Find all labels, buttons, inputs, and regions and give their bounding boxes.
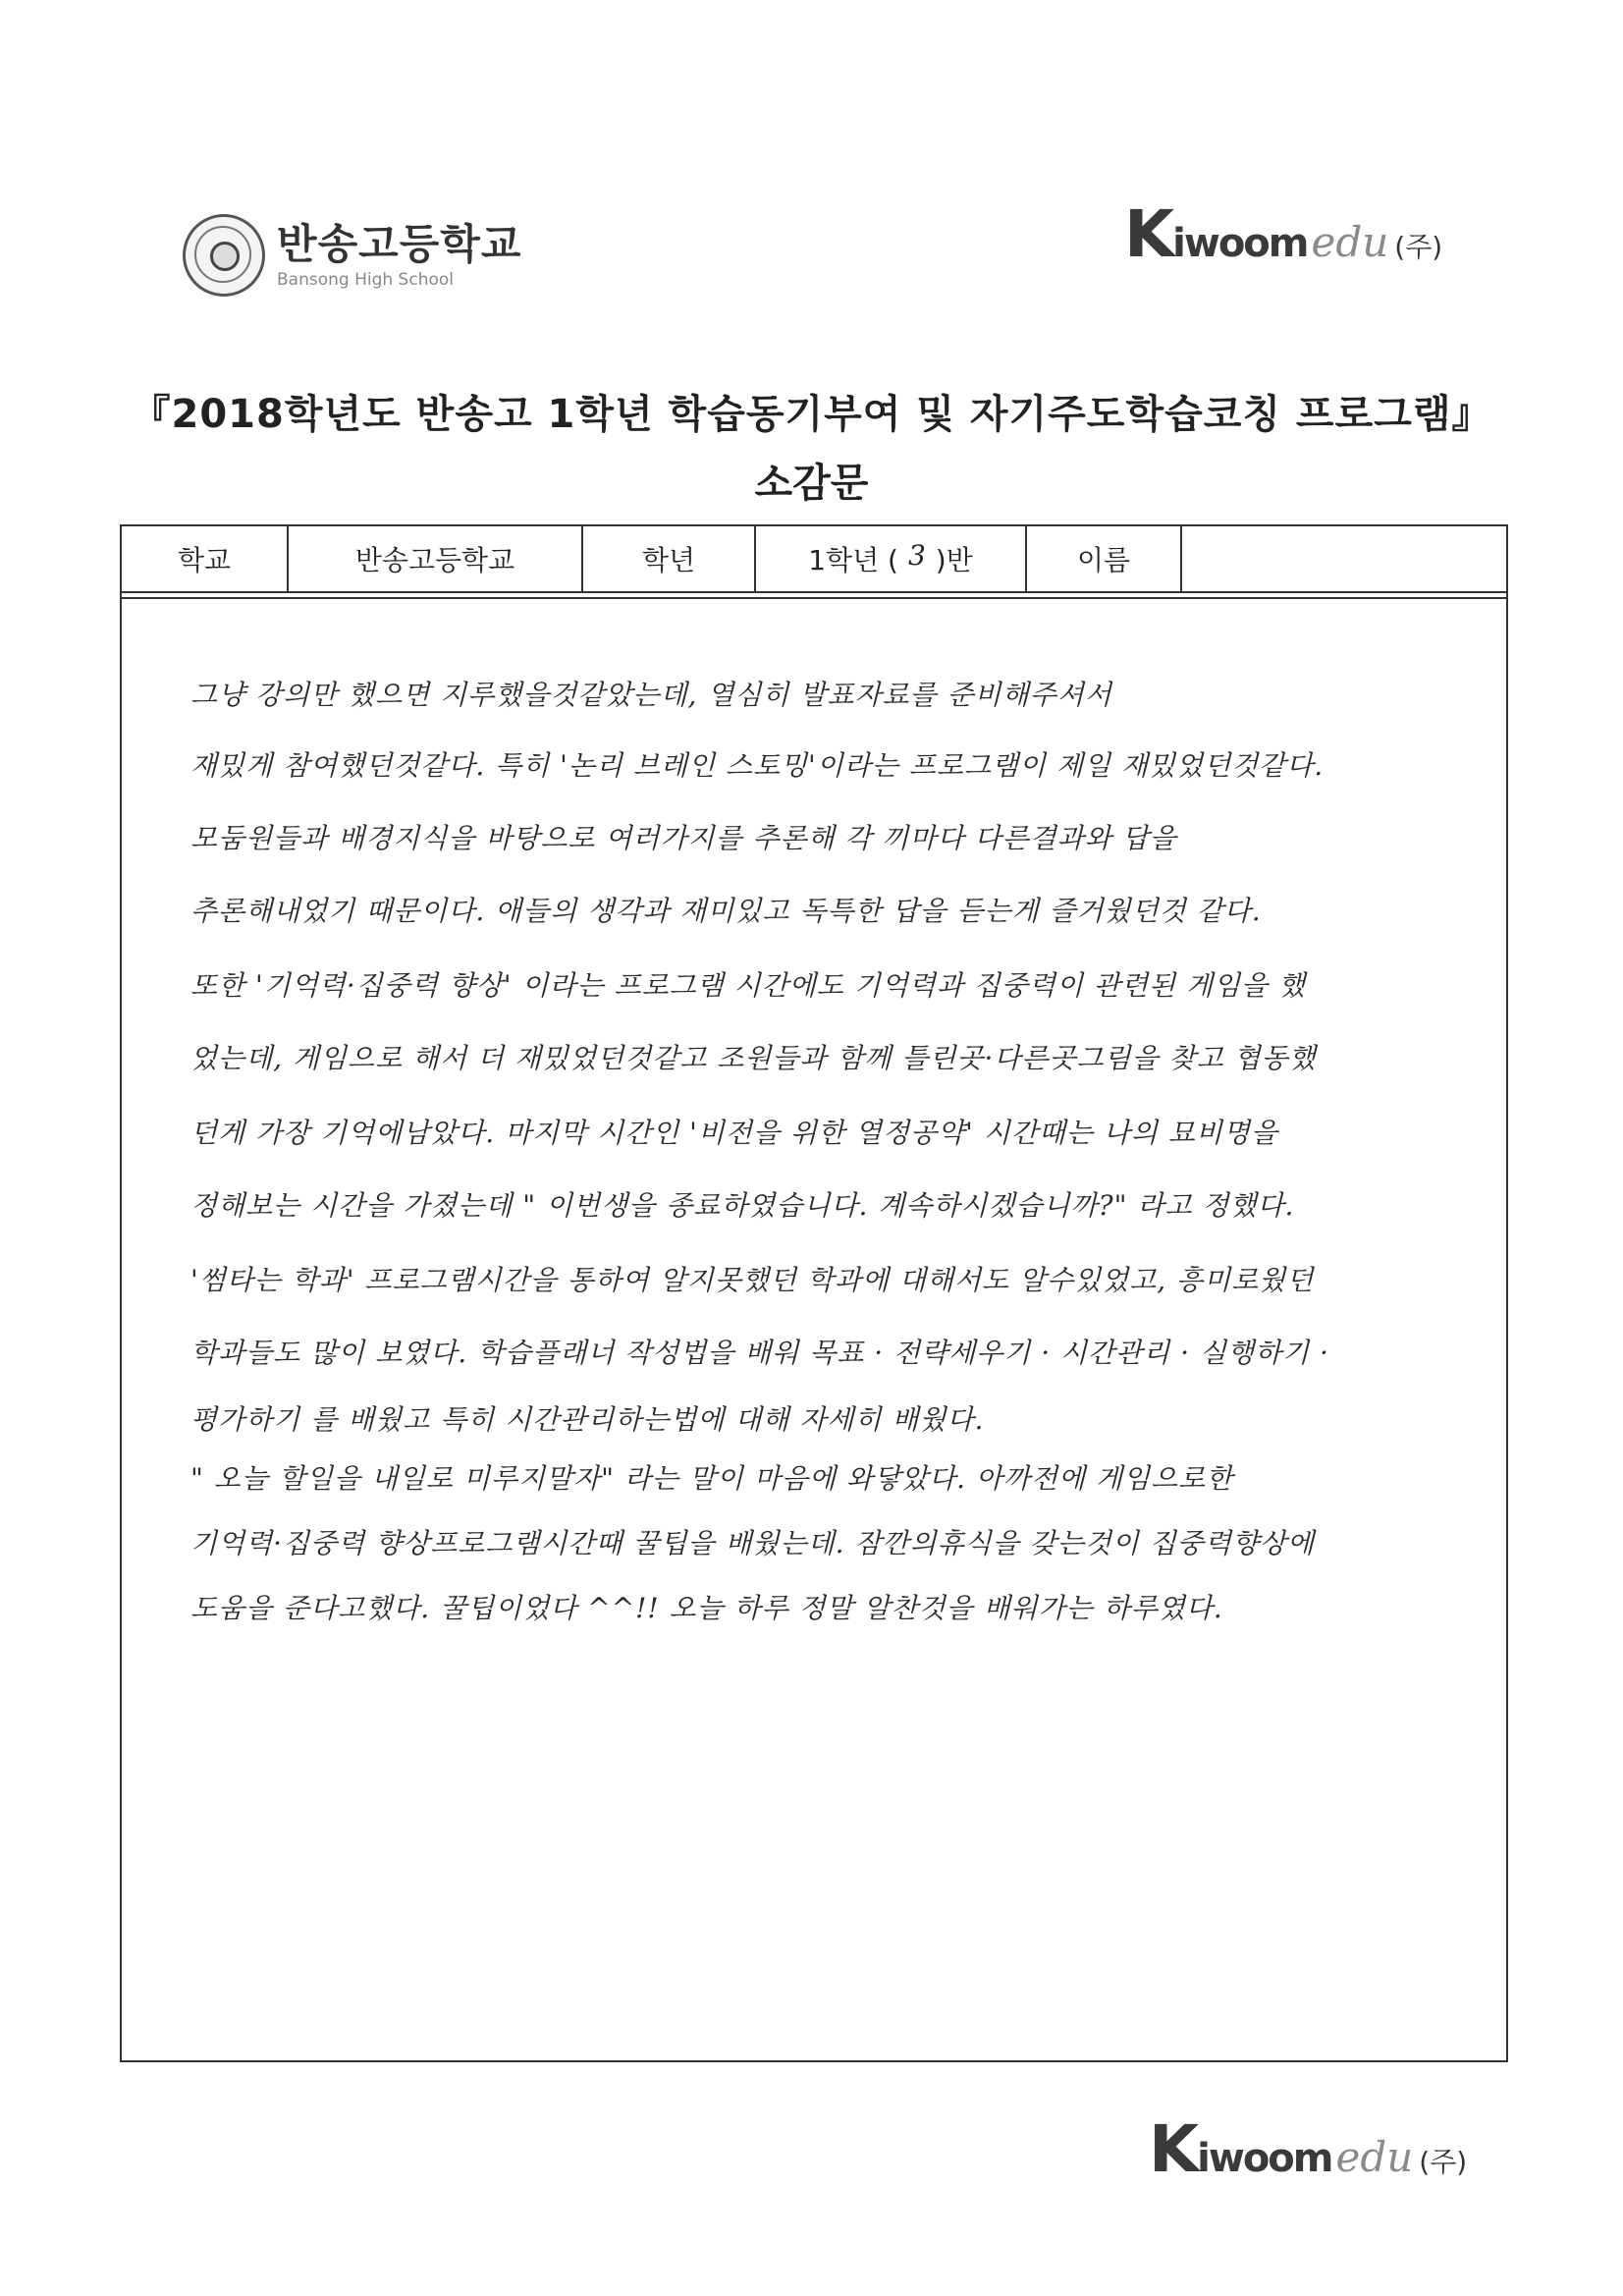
school-logo — [183, 214, 521, 297]
essay-line: 기억력·집중력 향상프로그램시간때 꿀팁을 배웠는데. 잠깐의휴식을 갖는것이 집중력향상에 — [190, 1527, 1316, 1559]
kiwoom-edu-word: edu — [1335, 2133, 1414, 2181]
grade-prefix: 1학년 ( — [808, 544, 898, 576]
class-number: 3 — [907, 539, 926, 572]
essay-form — [120, 524, 1508, 2062]
kiwoom-edu-logo-top — [1124, 196, 1442, 272]
essay-line: 추론해내었기 때문이다. 애들의 생각과 재미있고 독특한 답을 듣는게 즐거웠던것 같다. — [190, 895, 1262, 927]
school-logo-text — [277, 220, 521, 291]
document-title: 『2018학년도 반송고 1학년 학습동기부여 및 자기주도학습코칭 프로그램』 — [131, 392, 1492, 437]
kiwoom-brand: Kiwoom — [1149, 2111, 1332, 2187]
school-name-english: Bansong High School — [277, 270, 454, 290]
school-name-korean: 반송고등학교 — [277, 220, 522, 268]
grade-label: 학년 — [583, 526, 756, 591]
essay-line: 었는데, 게임으로 해서 더 재밌었던것같고 조원들과 함께 틀린곳·다른곳그림을 찾고 협동했 — [190, 1042, 1317, 1074]
essay-line: 또한 '기억력·집중력 향상' 이라는 프로그램 시간에도 기억력과 집중력이 관련된 게임을 했 — [190, 969, 1307, 1002]
essay-line: 정해보는 시간을 가졌는데 " 이번생을 종료하였습니다. 계속하시겠습니까?" 라고 정했다. — [190, 1189, 1295, 1222]
form-header-row — [122, 526, 1506, 593]
essay-line: 재밌게 참여했던것같다. 특히 '논리 브레인 스토밍'이라는 프로그램이 제일 재밌었던것같다. — [190, 749, 1325, 782]
document-subtitle: 소감문 — [754, 461, 869, 506]
grade-suffix: )반 — [935, 544, 973, 576]
essay-line: '썸타는 학과' 프로그램시간을 통하여 알지못했던 학과에 대해서도 알수있었고, 흥미로웠던 — [190, 1264, 1315, 1296]
kiwoom-brand: Kiwoom — [1124, 196, 1308, 272]
school-value: 반송고등학교 — [289, 526, 583, 591]
kiwoom-edu-logo-bottom — [1149, 2111, 1467, 2187]
essay-line: " 오늘 할일을 내일로 미루지말자" 라는 말이 마음에 와닿았다. 아까전에 게임으로한 — [190, 1462, 1234, 1495]
school-label: 학교 — [122, 526, 289, 591]
school-seal-icon — [183, 214, 265, 297]
essay-line: 그냥 강의만 했으면 지루했을것같았는데, 열심히 발표자료를 준비해주셔서 — [190, 679, 1112, 711]
essay-line: 도움을 준다고했다. 꿀팁이었다 ^^!! 오늘 하루 정말 알찬것을 배워가는 하루였다. — [190, 1592, 1223, 1624]
name-value — [1182, 526, 1506, 591]
grade-value — [756, 526, 1027, 591]
name-label: 이름 — [1027, 526, 1182, 591]
essay-line: 평가하기 를 배웠고 특히 시간관리하는법에 대해 자세히 배웠다. — [190, 1403, 985, 1436]
essay-line: 모둠원들과 배경지식을 바탕으로 여러가지를 추론해 각 끼마다 다른결과와 답을 — [190, 822, 1177, 854]
kiwoom-corp-mark: (주) — [1394, 231, 1443, 263]
essay-line: 학과들도 많이 보였다. 학습플래너 작성법을 배워 목표 · 전략세우기 · 시간관리 · 실행하기 · — [190, 1337, 1329, 1369]
kiwoom-edu-word: edu — [1311, 218, 1389, 266]
essay-line: 던게 가장 기억에남았다. 마지막 시간인 '비전을 위한 열정공약' 시간때는 나의 묘비명을 — [190, 1117, 1278, 1149]
kiwoom-corp-mark: (주) — [1419, 2146, 1468, 2178]
